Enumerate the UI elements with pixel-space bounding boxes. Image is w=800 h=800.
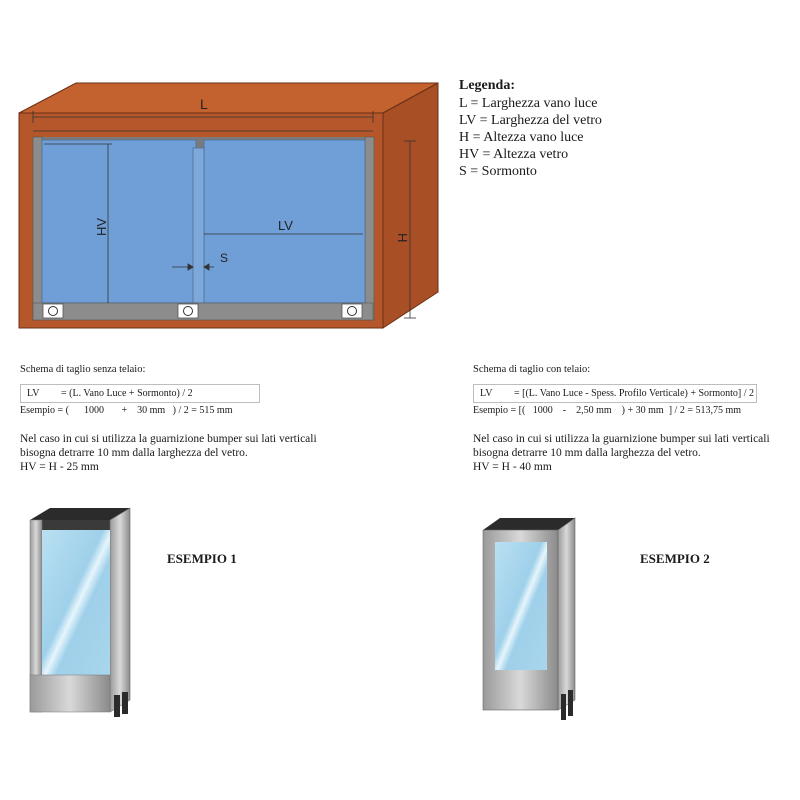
right-note-line1: Nel caso in cui si utilizza la guarnizione bumper sui lati verticali	[473, 433, 770, 445]
example1-label: ESEMPIO 1	[167, 551, 237, 566]
left-formula-var: LV	[27, 388, 40, 399]
left-scheme-title: Schema di taglio senza telaio:	[20, 364, 146, 375]
label-L: L	[200, 96, 208, 112]
frame-left	[33, 137, 42, 320]
example1-illustration	[20, 500, 140, 730]
label-S: S	[220, 251, 229, 265]
example2-illustration	[475, 510, 585, 730]
example2-label: ESEMPIO 2	[640, 551, 710, 566]
label-HV: HV	[94, 217, 109, 236]
frame-right	[365, 137, 374, 320]
left-note-line1: Nel caso in cui si utilizza la guarnizione bumper sui lati verticali	[20, 433, 317, 445]
roller-right	[348, 307, 357, 316]
legend-item-S: S = Sormonto	[459, 164, 537, 179]
legend-title: Legenda:	[459, 78, 515, 93]
legend-item-L: L = Larghezza vano luce	[459, 96, 598, 111]
left-formula-box	[20, 384, 260, 403]
wall-top-face	[19, 83, 438, 113]
overlap-profile	[193, 148, 204, 303]
bottom-track	[33, 303, 373, 320]
legend-item-HV: HV = Altezza vetro	[459, 147, 569, 162]
glass-panel-left	[42, 140, 196, 303]
right-formula-var: LV	[480, 388, 493, 399]
left-formula-text: = (L. Vano Luce + Sormonto) / 2	[61, 388, 193, 399]
right-scheme-title: Schema di taglio con telaio:	[473, 364, 591, 375]
left-note-line3: HV = H - 25 mm	[20, 461, 99, 473]
right-note-line2: bisogna detrarre 10 mm dalla larghezza del vetro.	[473, 447, 701, 459]
right-example: Esempio = [( 1000 - 2,50 mm ) + 30 mm ] / 2 = 513,75 mm	[473, 405, 742, 416]
right-formula-box	[473, 384, 757, 403]
label-LV: LV	[278, 218, 293, 233]
left-note-line2: bisogna detrarre 10 mm dalla larghezza del vetro.	[20, 447, 248, 459]
legend-item-H: H = Altezza vano luce	[459, 130, 584, 145]
label-H: H	[395, 233, 410, 243]
legend-item-LV: LV = Larghezza del vetro	[459, 113, 602, 128]
right-note-line3: HV = H - 40 mm	[473, 461, 552, 473]
roller-middle	[184, 307, 193, 316]
right-formula-text: = [(L. Vano Luce - Spess. Profilo Verticale) + Sormonto] / 2	[514, 388, 755, 399]
left-example: Esempio = ( 1000 + 30 mm ) / 2 = 515 mm	[20, 405, 233, 416]
roller-left	[49, 307, 58, 316]
wall-side-face	[383, 83, 438, 328]
sliding-door-diagram	[0, 0, 450, 340]
